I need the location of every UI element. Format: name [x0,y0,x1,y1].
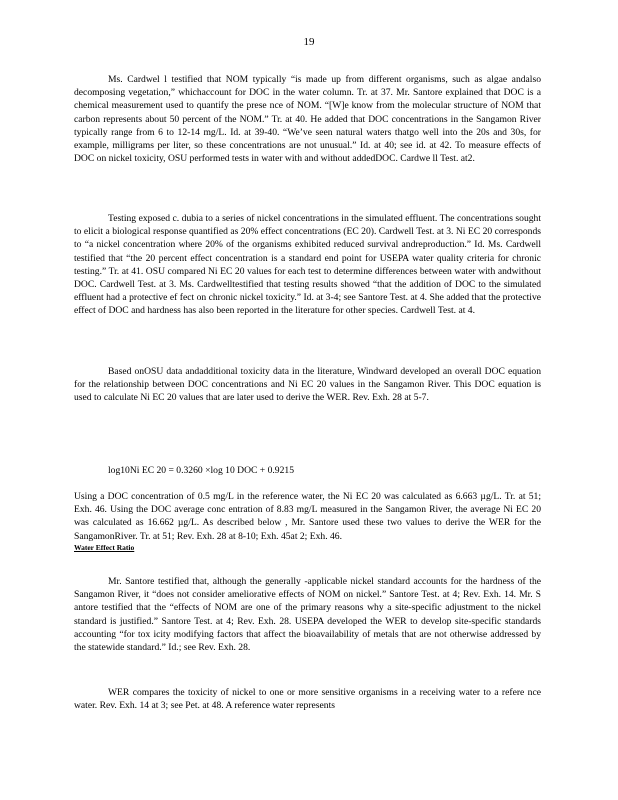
page-number: 19 [303,36,315,48]
doc-equation: log10Ni EC 20 = 0.3260 ×log 10 DOC + 0.9215 [108,465,294,476]
section-heading-water-effect-ratio: Water Effect Ratio [74,543,135,552]
paragraph-4: Using a DOC concentration of 0.5 mg/L in the reference water, the Ni EC 20 was calculated as 6.663 µg/L. Tr. at 51; Exh. 46. Using the DOC average conc entration of 8.83 mg/L measured in the Sangamon River, the average Ni EC 20 was calculated as 16.662 µg/L. As described below , Mr. Santore used these two values to derive the WER for the SangamonRiver. Tr. at 51; Rev. Exh. 28 at 8-10; Exh. 45at 2; Exh. 46. [74,491,541,542]
paragraph-1: Ms. Cardwel l testified that NOM typically “is made up from different organisms, such as algae andalso decomposing vegetation,” whichaccount for DOC in the water column. Tr. at 37. Mr. Santore explained that DOC is a chemical measurement used to quantify the prese nce of NOM. “[W]e know from the molecular structure of NOM that carbon represents about 50 percent of the NOM.” Tr. at 40. He added that DOC concentrations in the Sangamon River typically range from 6 to 12-14 mg/L. Id. at 39-40. “We’ve seen natural waters thatgo well into the 20s and 30s, for example, milligrams per liter, so these concentrations are not unusual.” Id. at 40; see id. at 42. To measure effects of DOC on nickel toxicity, OSU performed tests in water with and without addedDOC. Cardwe ll Test. at2. [74,74,541,165]
paragraph-5: Mr. Santore testified that, although the generally -applicable nickel standard accounts for the hardness of the Sangamon River, it “does not consider ameliorative effects of NOM on nickel.” Santore Test. at 4; Rev. Exh. 14. Mr. S antore testified that the “effects of NOM are one of the primary reasons why a site-specific adjustment to the nickel standard is justified.” Santore Test. at 4; Rev. Exh. 28. USEPA developed the WER to develop site-specific standards accounting “for tox icity modifying factors that affect the bioavailability of metals that are not otherwise addressed by the statewide standard.” Id.; see Rev. Exh. 28. [74,576,541,654]
paragraph-3: Based onOSU data andadditional toxicity data in the literature, Windward developed an overall DOC equation for the relationship between DOC concentrations and Ni EC 20 values in the Sangamon River. This DOC equation is used to calculate Ni EC 20 values that are later used to derive the WER. Rev. Exh. 28 at 5-7. [74,366,541,404]
paragraph-2: Testing exposed c. dubia to a series of nickel concentrations in the simulated effluent. The concentrations sought to elicit a biological response quantified as 20% effect concentrations (EC 20). Cardwell Test. at 3. Ni EC 20 corresponds to “a nickel concentration where 20% of the organisms exhibited reduced survival andreproduction.” Id. Ms. Cardwell testified that “the 20 percent effect concentration is a standard end point for USEPA water quality criteria for chronic testing.” Tr. at 41. OSU compared Ni EC 20 values for each test to determine differences between water with andwithout DOC. Cardwell Test. at 3. Ms. Cardwelltestified that testing results showed “that the addition of DOC to the simulated effluent had a protective ef fect on chronic nickel toxicity.” Id. at 3-4; see Santore Test. at 4. She added that the protective effect of DOC and hardness has also been reported in the literature for other species. Cardwell Test. at 4. [74,213,541,317]
paragraph-6: WER compares the toxicity of nickel to one or more sensitive organisms in a receiving water to a refere nce water. Rev. Exh. 14 at 3; see Pet. at 48. A reference water represents [74,687,541,712]
